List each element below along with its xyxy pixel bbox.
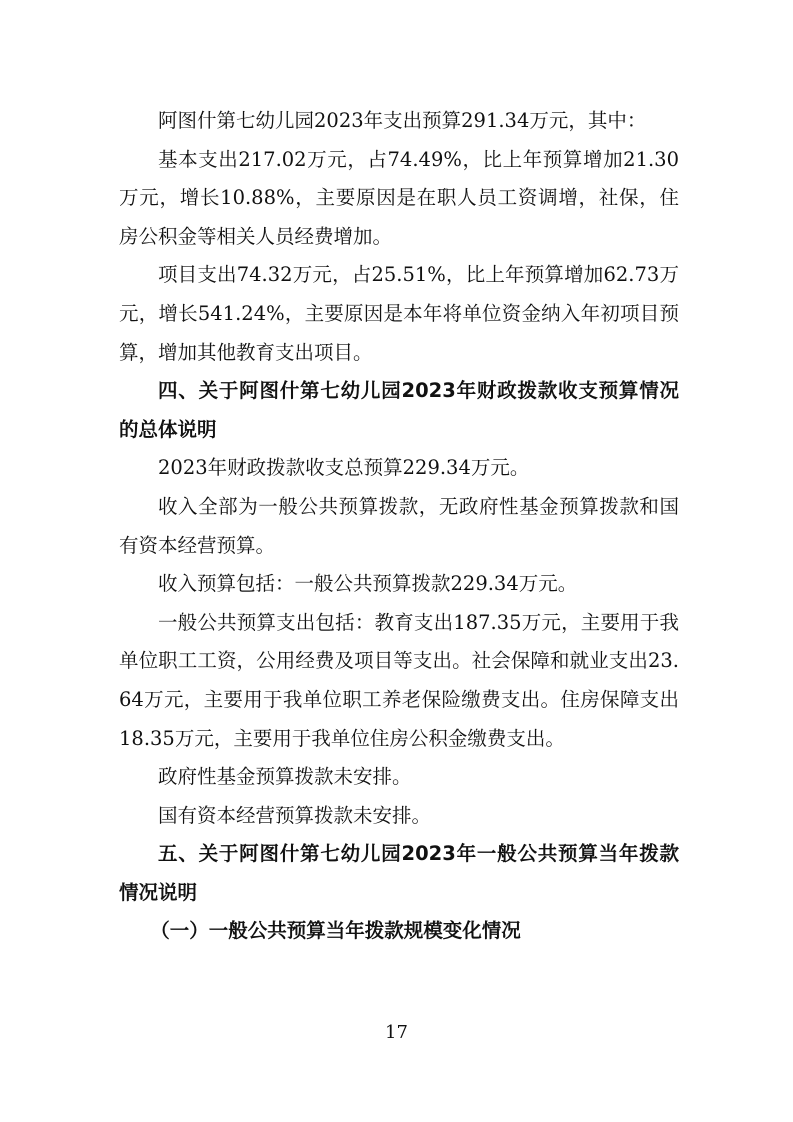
subsection-heading-5-1: （一）一般公共预算当年拨款规模变化情况 [150, 919, 521, 943]
paragraph-income-source: 收入全部为一般公共预算拨款，无政府性基金预算拨款和国有资本经营预算。 [119, 494, 679, 557]
section-heading-5: 五、关于阿图什第七幼儿园2023年一般公共预算当年拨款情况说明 [119, 842, 679, 904]
paragraph-government-fund: 政府性基金预算拨款未安排。 [158, 765, 412, 789]
document-body [119, 102, 679, 951]
paragraph-income-budget: 收入预算包括：一般公共预算拨款229.34万元。 [158, 572, 578, 596]
section-heading-4: 四、关于阿图什第七幼儿园2023年财政拨款收支预算情况的总体说明 [119, 379, 679, 441]
paragraph-basic-expenditure: 基本支出217.02万元，占74.49%，比上年预算增加21.30万元，增长10.88%，主要原因是在职人员工资调增，社保，住房公积金等相关人员经费增加。 [119, 147, 679, 248]
paragraph-public-expenditure: 一般公共预算支出包括：教育支出187.35万元，主要用于我单位职工工资，公用经费及项目等支出。社会保障和就业支出23.64万元，主要用于我单位职工养老保险缴费支出。住房保障支出18.35万元，主要用于我单位住房公积金缴费支出。 [119, 610, 679, 750]
page-number: 17 [385, 1022, 408, 1043]
paragraph-fiscal-total: 2023年财政拨款收支总预算229.34万元。 [158, 456, 530, 480]
paragraph-expenditure-total: 阿图什第七幼儿园2023年支出预算291.34万元，其中： [158, 109, 647, 132]
paragraph-state-capital: 国有资本经营预算拨款未安排。 [158, 803, 432, 827]
paragraph-project-expenditure: 项目支出74.32万元，占25.51%，比上年预算增加62.73万元，增长541.24%，主要原因是本年将单位资金纳入年初项目预算，增加其他教育支出项目。 [119, 263, 679, 364]
